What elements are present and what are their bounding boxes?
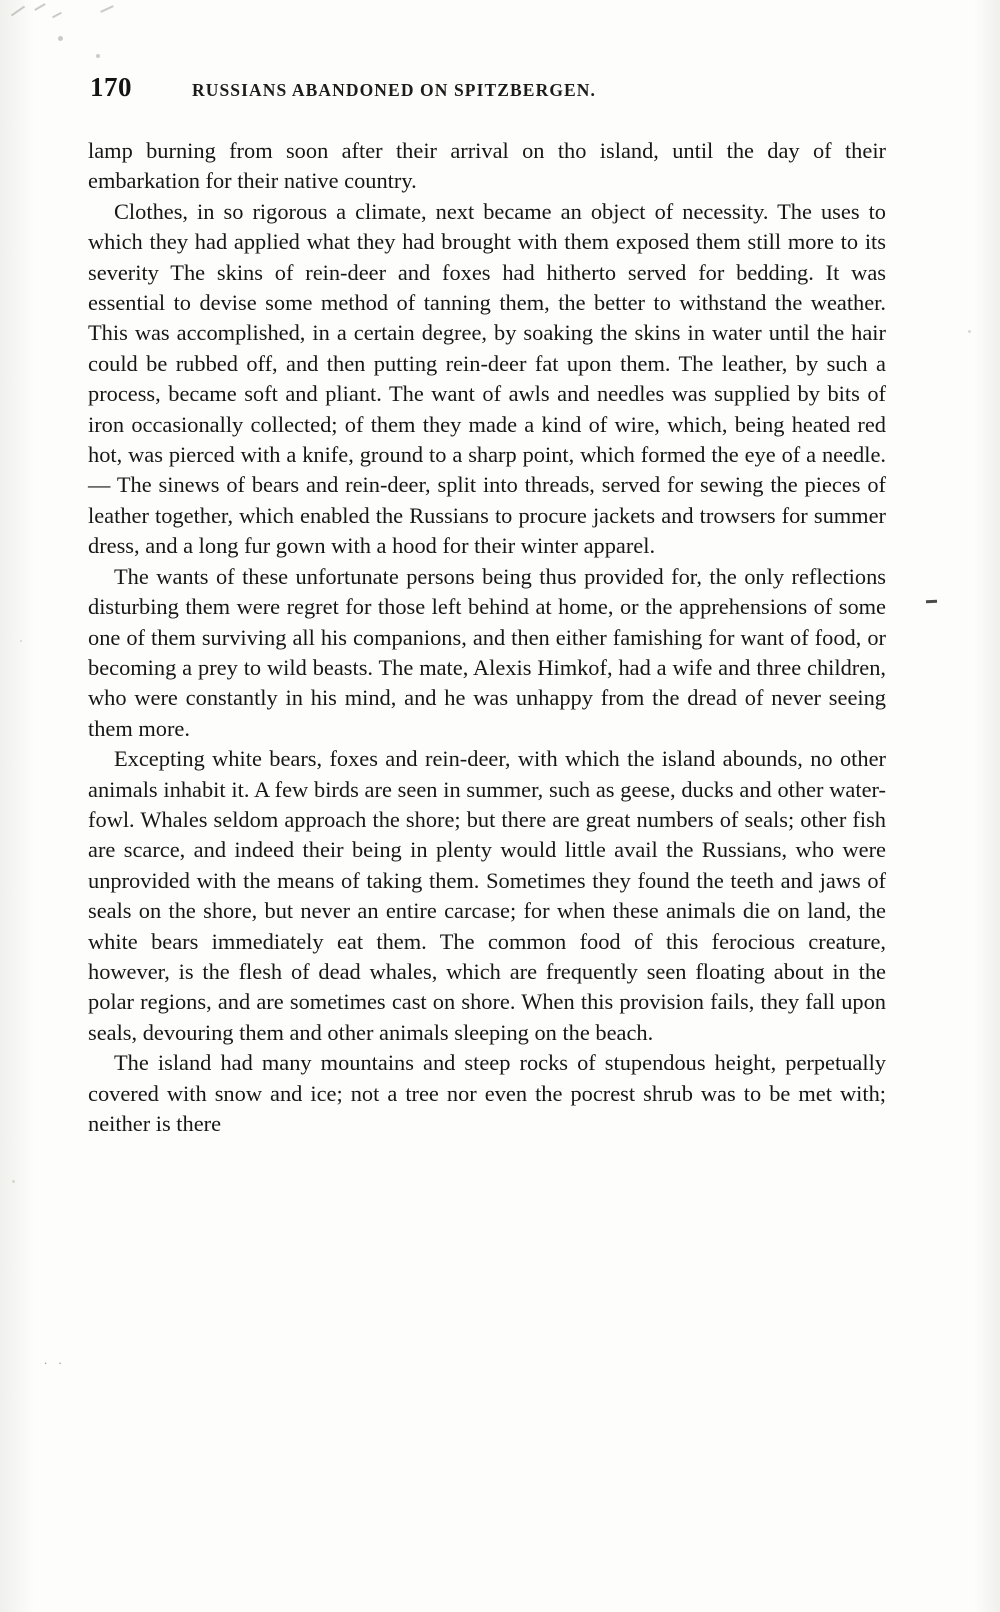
page-text-column bbox=[88, 136, 886, 1139]
scan-speck bbox=[12, 1180, 15, 1183]
page-left-edge-shading bbox=[0, 0, 34, 1612]
scan-speck bbox=[968, 330, 971, 333]
paragraph: lamp burning from soon after their arrival on tho island, until the day of their embarkation for their native country. bbox=[88, 138, 886, 194]
scan-corner-marks bbox=[8, 4, 128, 64]
paragraph: Clothes, in so rigorous a climate, next became an object of necessity. The uses to which they had applied what they had brought with them exposed them still more to its severity The skins of rein-deer and foxes had hitherto served for bedding. It was essential to devise some method of tanning them, the better to withstand the weather. This was accomplished, in a certain degree, by soaking the skins in water until the hair could be rubbed off, and then putting rein-deer fat upon them. The leather, by such a process, became soft and pliant. The want of awls and needles was supplied by bits of iron occasionally collected; of them they made a kind of wire, which, being heated red hot, was pierced with a knife, ground to a sharp point, which formed the eye of a needle.— The sinews of bears and rein-deer, split into threads, served for sewing the pieces of leather together, which enabled the Russians to procure jackets and trowsers for summer dress, and a long fur gown with a hood for their winter apparel. bbox=[88, 198, 886, 559]
page-right-edge-shading bbox=[974, 0, 1000, 1612]
paragraph: The wants of these unfortunate persons being thus provided for, the only reflections disturbing them were regret for those left behind at home, or the apprehensions of some one of them surviving all his companions, and then either famishing for want of food, or becoming a prey to wild beasts. The mate, Alexis Himkof, had a wife and three children, who were constantly in his mind, and he was unhappy from the dread of never seeing them more. bbox=[88, 563, 886, 741]
scan-speck bbox=[20, 640, 22, 642]
paragraph: Excepting white bears, foxes and rein-deer, with which the island abounds, no other animals inhabit it. A few birds are seen in summer, such as geese, ducks and other water-fowl. Whales seldom approach the shore; but there are great numbers of seals; other fish are scarce, and indeed their being in plenty would little avail the Russians, who were unprovided with the means of taking them. Sometimes they found the teeth and jaws of seals on the shore, but never an entire carcase; for when these animals die on land, the white bears immediately eat them. The common food of this ferocious creature, however, is the flesh of dead whales, which are frequently seen floating about in the polar regions, and are sometimes cast on shore. When this provision fails, they fall upon seals, devouring them and other animals sleeping on the beach. bbox=[88, 746, 886, 1045]
running-head-trailing-mark: . bbox=[590, 80, 595, 100]
margin-dot-mark: . . bbox=[44, 1352, 66, 1367]
page-header bbox=[90, 72, 880, 103]
margin-dash-mark bbox=[926, 600, 937, 603]
page-number: 170 bbox=[90, 72, 132, 102]
running-head-text: RUSSIANS ABANDONED ON SPITZBERGEN bbox=[192, 80, 591, 100]
paragraph: The island had many mountains and steep rocks of stupendous height, perpetually covered with snow and ice; not a tree nor even the pocrest shrub was to be met with; neither is there bbox=[88, 1050, 886, 1136]
running-head bbox=[192, 80, 595, 101]
